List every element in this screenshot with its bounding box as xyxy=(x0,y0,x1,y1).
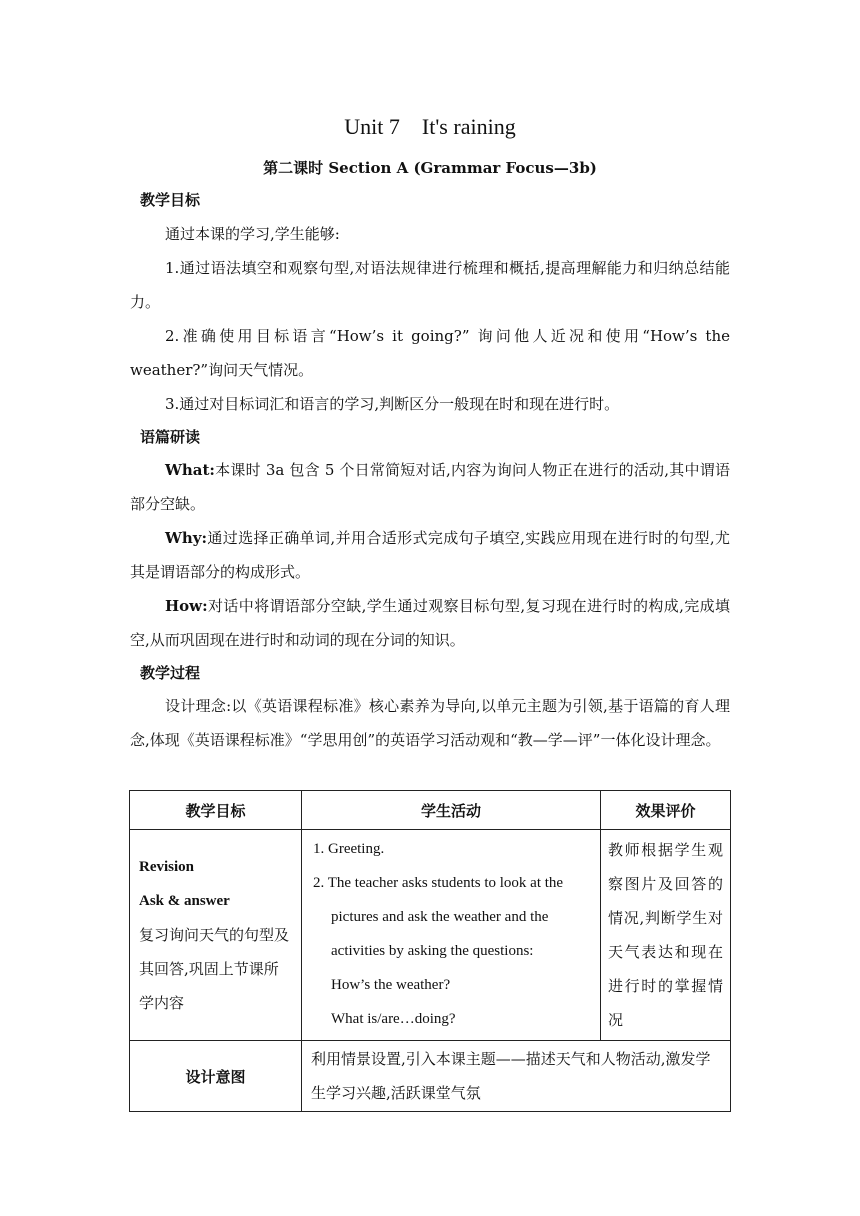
objective-2: 2.准确使用目标语言“How’s it going?” 询问他人近况和使用“How’s the weather?”询问天气情况。 xyxy=(130,327,730,379)
question-1: How’s the weather? xyxy=(331,977,451,993)
how-label: How: xyxy=(165,597,208,615)
objective-1: 1.通过语法填空和观察句型,对语法规律进行梳理和概括,提高理解能力和归纳总结能力。 xyxy=(130,259,730,311)
process-paragraph: 设计理念:以《英语课程标准》核心素养为导向,以单元主题为引领,基于语篇的育人理念,体现《英语课程标准》“学思用创”的英语学习活动观和“教—学—评”一体化设计理念。 xyxy=(130,697,730,749)
activity-2: 2. The teacher asks students to look at the pictures and ask the weather and the activities by asking the questions: xyxy=(313,875,564,959)
header-activity: 学生活动 xyxy=(302,791,601,830)
lesson-subtitle: 第二课时 Section A (Grammar Focus—3b) xyxy=(263,159,597,177)
table-header-row xyxy=(130,791,731,830)
goal-cell xyxy=(130,830,302,1041)
design-label: 设计意图 xyxy=(130,1041,302,1112)
design-text-cell xyxy=(302,1041,731,1112)
evaluation-text: 教师根据学生观察图片及回答的情况,判断学生对天气表达和现在进行时的掌握情况 xyxy=(607,841,723,1029)
question-2: What is/are…doing? xyxy=(331,1011,456,1027)
objective-3: 3.通过对目标词汇和语言的学习,判断区分一般现在时和现在进行时。 xyxy=(165,395,620,413)
goal-text: 复习询问天气的句型及其回答,巩固上节课所学内容 xyxy=(139,926,290,1012)
header-evaluation: 效果评价 xyxy=(600,791,730,830)
activity-1: 1. Greeting. xyxy=(313,841,385,857)
design-row xyxy=(130,1041,731,1112)
activity-cell xyxy=(302,830,601,1041)
process-heading: 教学过程 xyxy=(140,664,201,682)
header-goal: 教学目标 xyxy=(130,791,302,830)
what-text: 本课时 3a 包含 5 个日常简短对话,内容为询问人物正在进行的活动,其中谓语部分空缺。 xyxy=(130,461,730,513)
objectives-heading: 教学目标 xyxy=(140,191,201,209)
objectives-intro: 通过本课的学习,学生能够: xyxy=(165,225,340,243)
goal-title: Revision xyxy=(139,859,195,875)
how-paragraph xyxy=(130,589,730,657)
evaluation-cell xyxy=(600,830,730,1041)
goal-subtitle: Ask & answer xyxy=(139,893,230,909)
lesson-plan-table xyxy=(129,790,731,1112)
why-text: 通过选择正确单词,并用合适形式完成句子填空,实践应用现在进行时的句型,尤其是谓语部分的构成形式。 xyxy=(130,529,730,581)
reading-heading: 语篇研读 xyxy=(140,428,201,446)
table-row xyxy=(130,830,731,1041)
page-title: Unit 7 It's raining xyxy=(344,114,516,139)
why-paragraph xyxy=(130,521,730,589)
design-text: 利用情景设置,引入本课主题——描述天气和人物活动,激发学生学习兴趣,活跃课堂气氛 xyxy=(311,1050,711,1102)
how-text: 对话中将谓语部分空缺,学生通过观察目标句型,复习现在进行时的构成,完成填空,从而巩固现在进行时和动词的现在分词的知识。 xyxy=(130,597,730,649)
what-paragraph xyxy=(130,453,730,521)
what-label: What: xyxy=(165,461,215,479)
why-label: Why: xyxy=(165,529,208,547)
